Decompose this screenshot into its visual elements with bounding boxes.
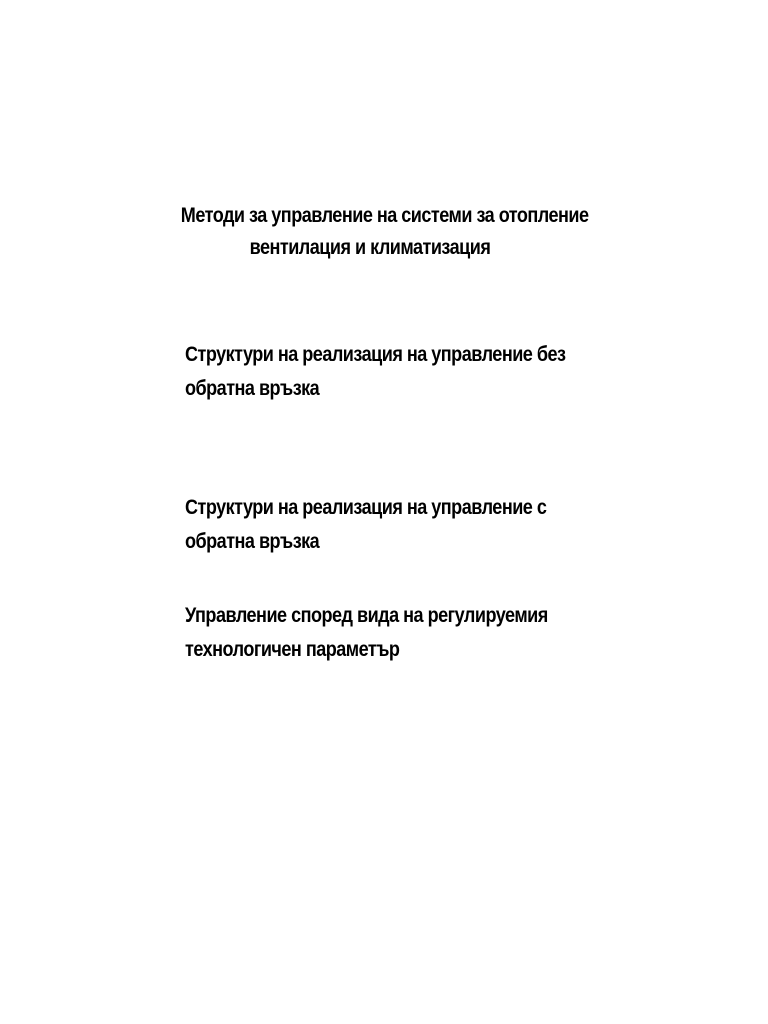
- section-heading-closed-loop: [185, 491, 632, 559]
- page-title-line-2: вентилация и климатизация: [249, 236, 491, 259]
- section-heading-line-1: Структури на реализация на управление без: [185, 343, 566, 366]
- section-heading-line-2: обратна връзка: [185, 530, 320, 553]
- section-heading-line-2: технологичен параметър: [185, 638, 400, 661]
- section-heading-line-1: Структури на реализация на управление с: [185, 496, 547, 519]
- page-title-line-1: Методи за управление на системи за отопление: [180, 204, 589, 227]
- page-title: [180, 200, 589, 264]
- section-heading-line-2: обратна връзка: [185, 377, 320, 400]
- section-heading-process-parameter: [185, 599, 632, 667]
- section-heading-open-loop: [185, 338, 632, 406]
- section-heading-line-1: Управление според вида на регулируемия: [185, 604, 548, 627]
